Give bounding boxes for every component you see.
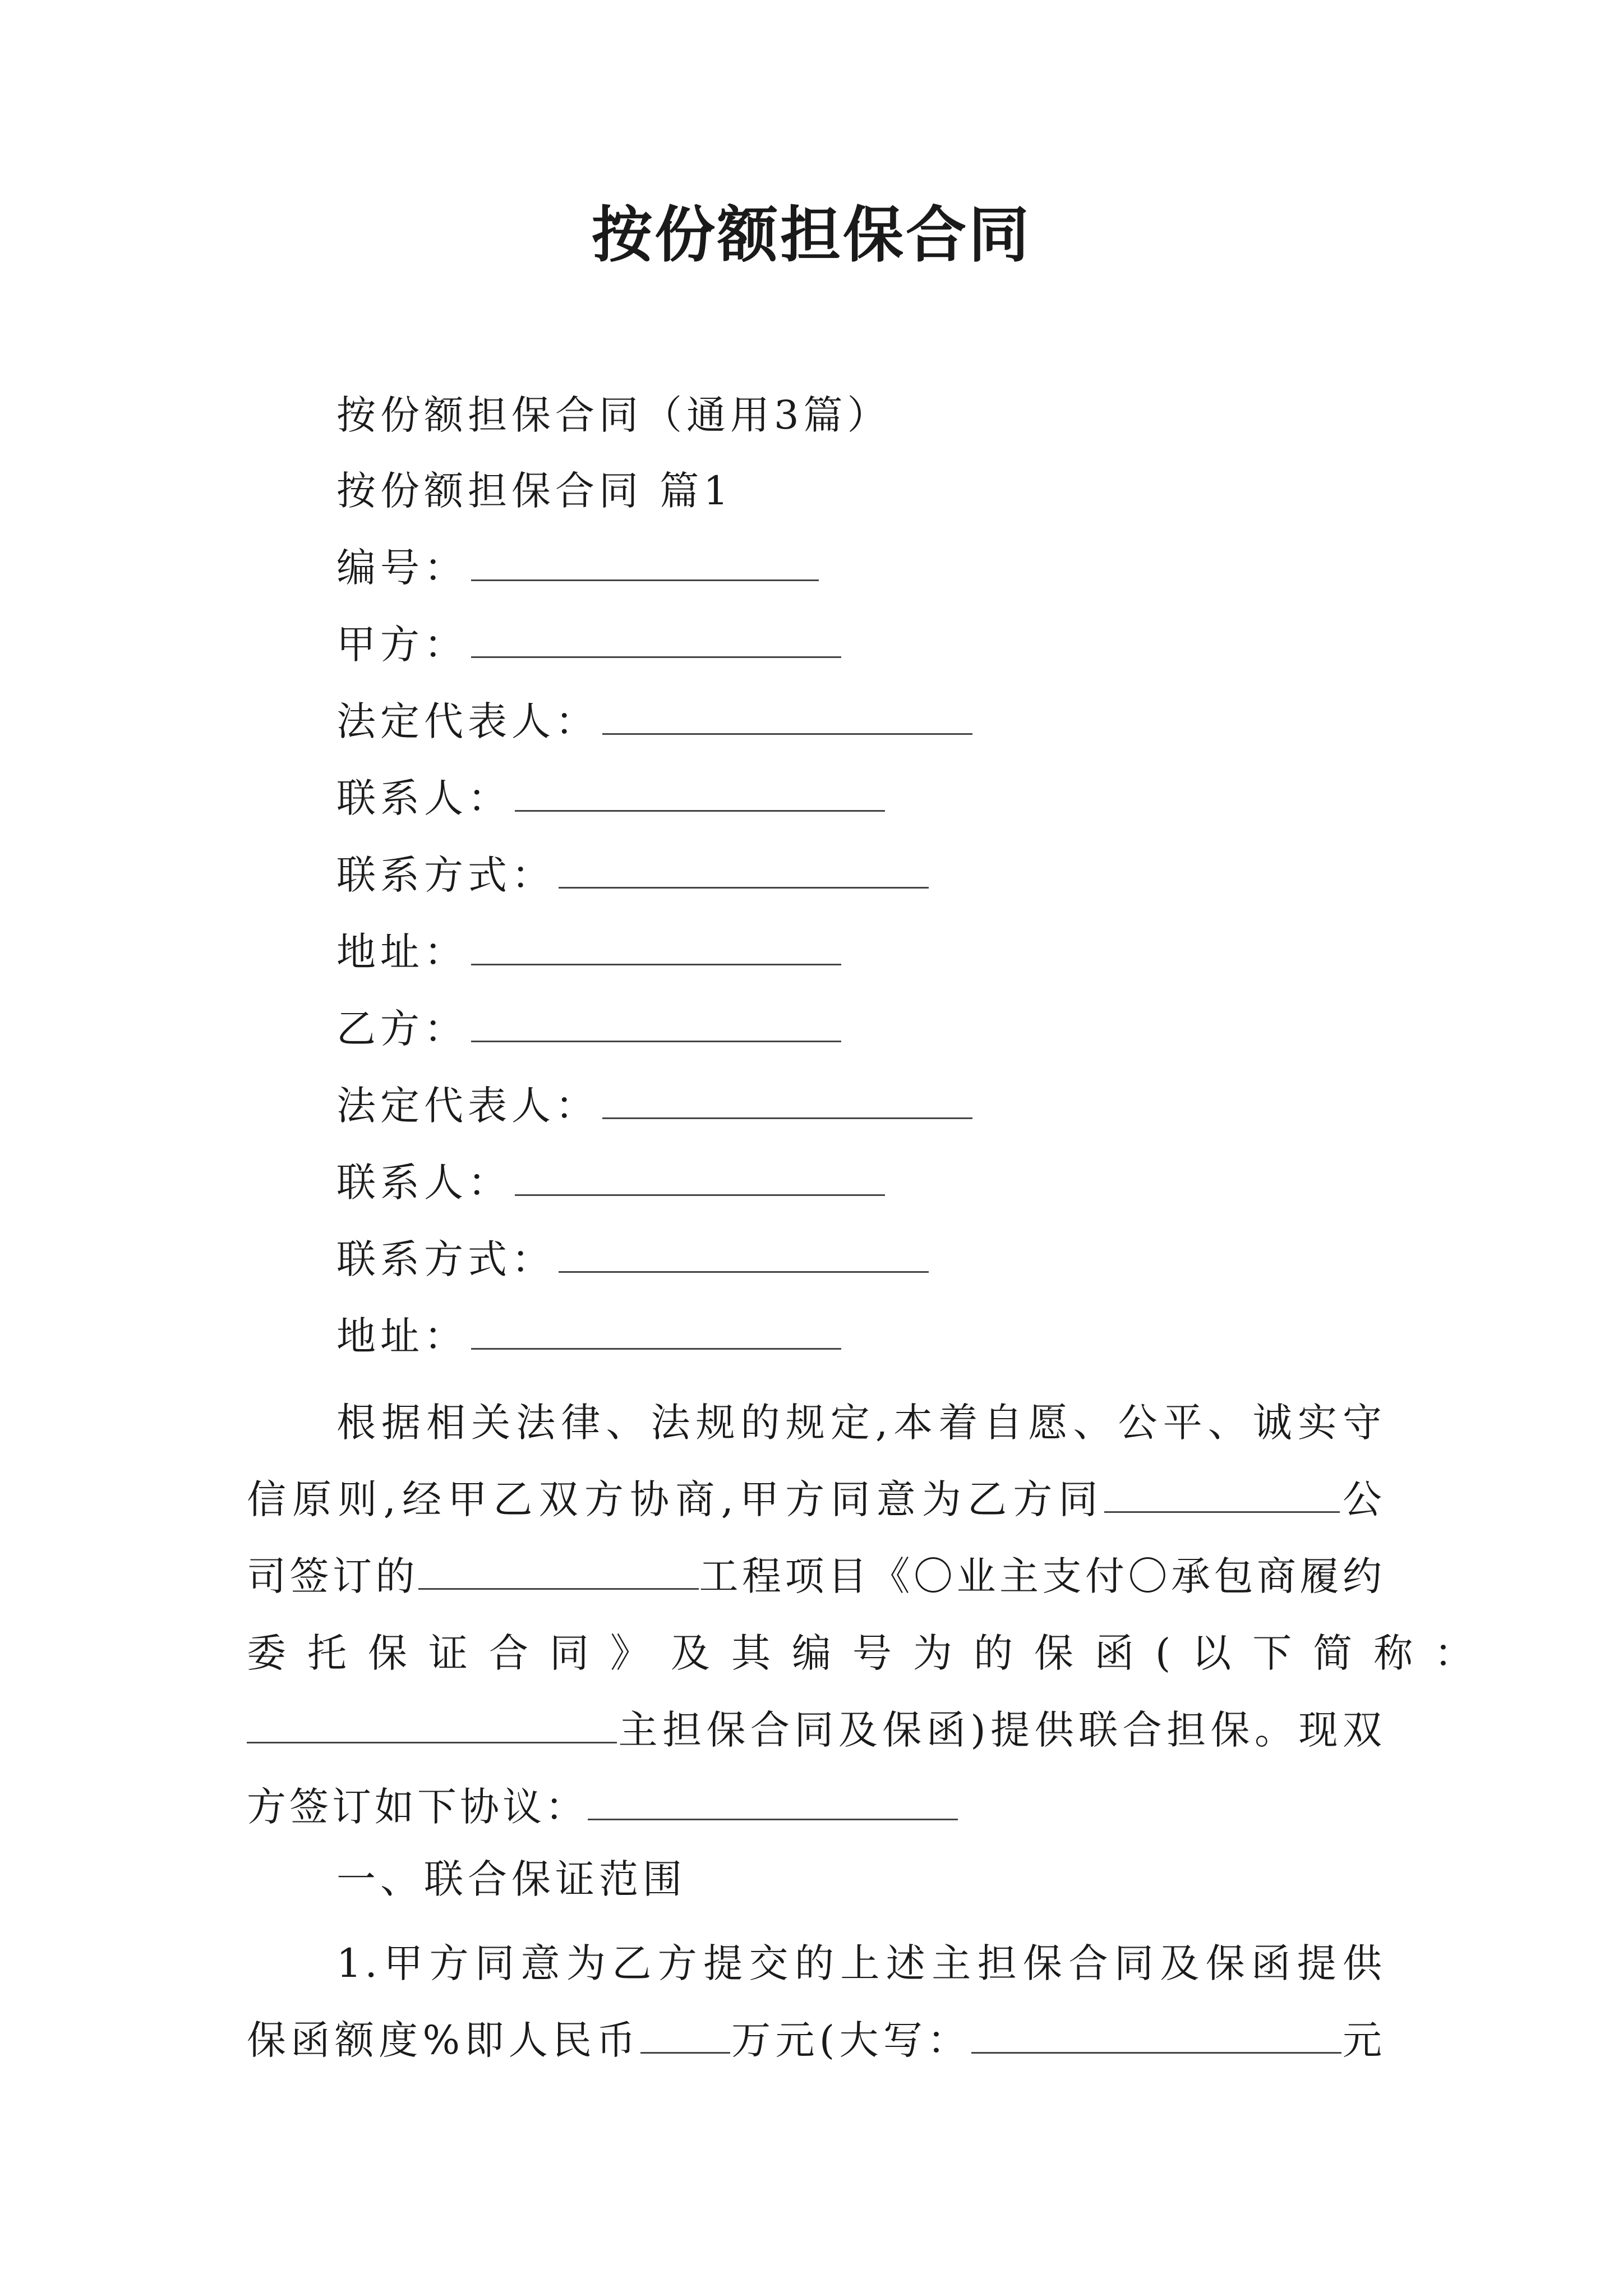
body-paragraph-line	[247, 1461, 1385, 1538]
field-blank[interactable]	[471, 1311, 841, 1350]
field-blank[interactable]	[471, 1004, 841, 1042]
field-party-b-contact-method	[336, 1231, 929, 1287]
field-label: 地址：	[336, 929, 468, 975]
text-span: 公	[1339, 1476, 1385, 1522]
field-blank[interactable]	[471, 542, 819, 581]
field-label: 联系方式：	[336, 1236, 555, 1282]
inline-blank[interactable]	[418, 1554, 699, 1590]
field-party-a-legal-rep	[336, 693, 972, 749]
inline-blank[interactable]	[640, 2018, 730, 2054]
field-party-a-contact-method	[336, 847, 929, 903]
text-span: 工程项目《〇业主支付〇承包商履约	[699, 1553, 1385, 1599]
field-party-a-contact	[336, 770, 885, 826]
field-party-b	[336, 1001, 841, 1057]
item-line: 1.甲方同意为乙方提交的上述主担保合同及保函提供	[336, 1940, 1385, 1986]
inline-blank[interactable]	[971, 2018, 1341, 2054]
field-blank[interactable]	[515, 1157, 885, 1196]
text-span: 保函额度%即人民币	[247, 2017, 640, 2063]
field-label: 联系人：	[336, 775, 511, 821]
text-span: 万元(大写：	[730, 2017, 971, 2063]
field-label: 甲方：	[336, 622, 468, 668]
document-subtitle: 按份额担保合同（通用3篇）	[336, 392, 891, 438]
field-party-b-contact	[336, 1154, 885, 1211]
inline-blank[interactable]	[247, 1708, 617, 1743]
field-label: 联系方式：	[336, 852, 555, 898]
field-party-b-legal-rep	[336, 1078, 972, 1134]
field-party-a	[336, 616, 841, 673]
field-contract-number	[336, 540, 819, 596]
body-paragraph-line: 根据相关法律、法规的规定,本着自愿、公平、诚实守	[336, 1400, 1385, 1446]
field-blank[interactable]	[602, 1080, 972, 1119]
field-blank[interactable]	[602, 696, 972, 735]
section-heading: 按份额担保合同 篇1	[336, 468, 733, 514]
text-span: 主担保合同及保函)提供联合担保。现双	[617, 1707, 1385, 1753]
body-paragraph-line: 委托保证合同》及其编号为的保函(以下简称：	[247, 1630, 1495, 1676]
body-paragraph-line	[247, 1769, 1385, 1846]
inline-blank[interactable]	[588, 1785, 958, 1820]
text-span: 方签订如下协议：	[247, 1784, 588, 1830]
body-paragraph-line	[247, 1692, 1385, 1769]
field-blank[interactable]	[471, 619, 841, 658]
field-label: 编号：	[336, 545, 468, 591]
field-blank[interactable]	[471, 927, 841, 965]
field-label: 法定代表人：	[336, 698, 599, 744]
field-label: 法定代表人：	[336, 1083, 599, 1129]
field-label: 地址：	[336, 1313, 468, 1359]
text-span: 信原则,经甲乙双方协商,甲方同意为乙方同	[247, 1476, 1104, 1522]
field-party-a-address	[336, 924, 841, 980]
field-party-b-address	[336, 1308, 841, 1364]
body-paragraph-line	[247, 1538, 1385, 1615]
field-label: 联系人：	[336, 1159, 511, 1205]
text-span: 元	[1341, 2017, 1386, 2063]
text-span: 司签订的	[247, 1553, 418, 1599]
field-label: 乙方：	[336, 1006, 468, 1052]
item-line	[247, 2002, 1385, 2079]
field-blank[interactable]	[515, 773, 885, 812]
document-title: 按份额担保合同	[591, 200, 1031, 270]
field-blank[interactable]	[559, 1234, 929, 1273]
section-heading-1: 一、联合保证范围	[336, 1856, 686, 1902]
field-blank[interactable]	[559, 850, 929, 889]
inline-blank[interactable]	[1104, 1478, 1340, 1513]
